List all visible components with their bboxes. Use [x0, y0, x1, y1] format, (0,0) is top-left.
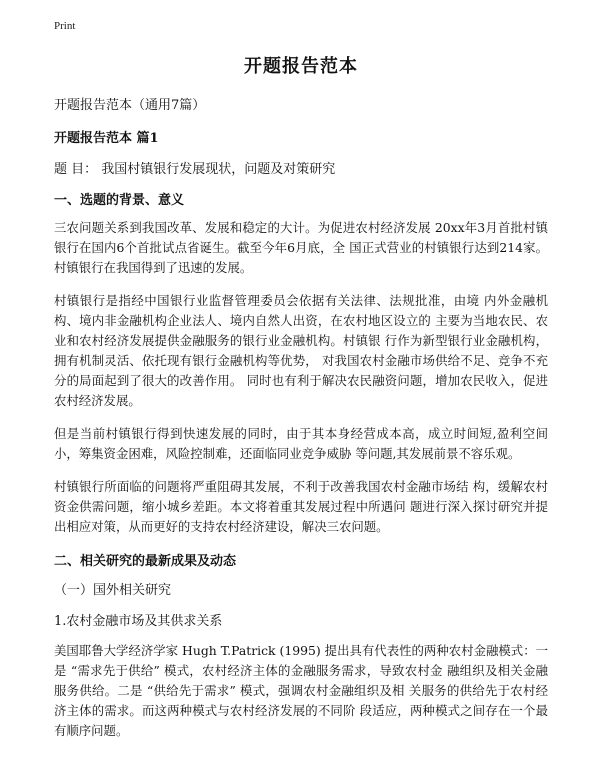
- paragraph-3: 但是当前村镇银行得到快速发展的同时，由于其本身经营成本高，成立时间短,盈利空间小，筹集资金困难，风险控制难，还面临同业竞争威胁 等问题,其发展前景不容乐观。: [54, 426, 548, 461]
- paragraph-1: 三农问题关系到我国改革、发展和稳定的大计。为促进农村经济发展 20xx年3月首批村镇银行在国内6个首批试点省诞生。截至今年6月底，全 国正式营业的村镇银行达到214家。村镇银行在我国得到了迅速的发展。: [54, 220, 548, 275]
- document-subtitle: 开题报告范本（通用7篇）: [54, 98, 206, 113]
- section-heading-background: 一、选题的背景、意义: [54, 193, 185, 208]
- subsection-heading-foreign: （一）国外相关研究: [54, 583, 172, 598]
- section-heading-research: 二、相关研究的最新成果及动态: [54, 554, 237, 569]
- paragraph-5: 美国耶鲁大学经济学家 Hugh T.Patrick (1995) 提出具有代表性的两种农村金融模式：一是 “需求先于供给” 模式，农村经济主体的金融服务需求，导致农村金 融组织及相关金融服务供给。二是 “供给先于需求” 模式，强调农村金融组织及相 关服务的供给先于农村经济主体的需求。而这两种模式与农村经济发展的不同阶 段适应，两种模式之间存在一个最有顺序问题。: [54, 643, 548, 738]
- page-title: 开题报告范本: [244, 56, 358, 77]
- print-label: Print: [54, 20, 76, 32]
- paragraph-2: 村镇银行是指经中国银行业监督管理委员会依据有关法律、法规批准，由境 内外金融机构、境内非金融机构企业法人、境内自然人出资，在农村地区设立的 主要为当地农民、农业和农村经济发展提供金融服务的银行业金融机构。村镇银 行作为新型银行业金融机构，拥有机制灵活、依托现有银行金融机构等优势， 对我国农村金融市场供给不足、竞争不充分的局面起到了很大的改善作用。 同时也有利于解决农民融资问题，增加农民收入，促进农村经济发展。: [54, 293, 548, 408]
- subsection-heading-rural-finance: 1.农村金融市场及其供求关系: [54, 614, 223, 629]
- document-page: [54, 50, 548, 754]
- article-heading: 开题报告范本 篇1: [54, 131, 159, 146]
- topic-line: 题 目： 我国村镇银行发展现状，问题及对策研究: [54, 162, 336, 177]
- paragraph-4: 村镇银行所面临的问题将严重阻碍其发展，不利于改善我国农村金融市场结 构，缓解农村资金供需问题，缩小城乡差距。本文将着重其发展过程中所遇问 题进行深入探讨研究并提出相应对策，从而更好的支持农村经济建设，解决三农问题。: [54, 479, 548, 534]
